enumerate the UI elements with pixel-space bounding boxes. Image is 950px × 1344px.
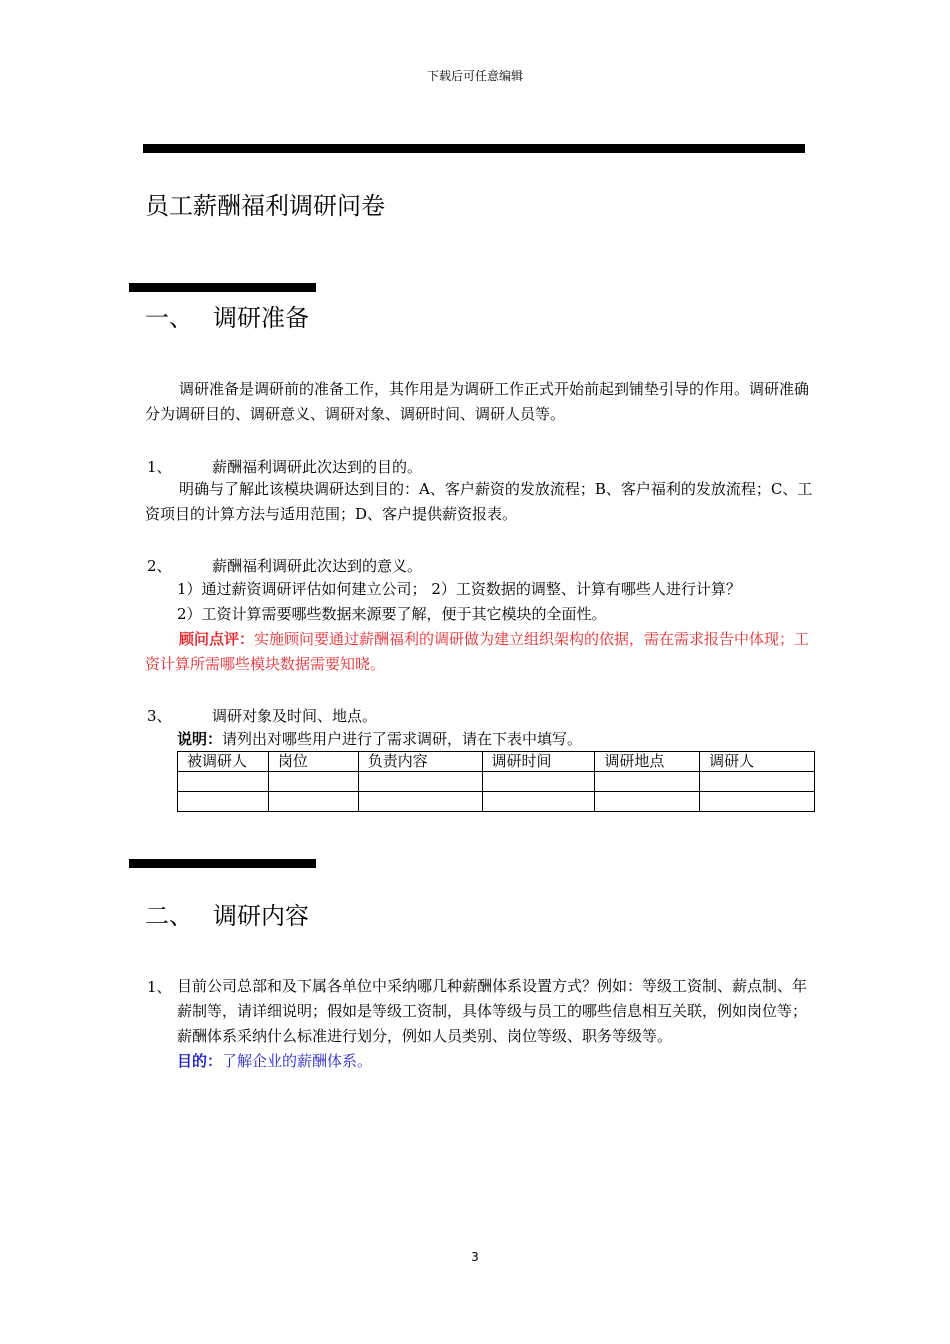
table-header-cell: 负责内容	[358, 752, 482, 772]
table-header-cell: 岗位	[268, 752, 358, 772]
document-title: 员工薪酬福利调研问卷	[145, 192, 385, 220]
page-number: 3	[471, 1250, 479, 1264]
table-header-row	[178, 752, 815, 772]
section-1-heading	[145, 298, 309, 333]
table-cell[interactable]	[268, 792, 358, 812]
question-1-purpose-text: 了解企业的薪酬体系。	[222, 1052, 373, 1070]
section-2-rule	[129, 859, 316, 868]
item-3-heading	[147, 705, 377, 726]
header-note: 下载后可任意编辑	[426, 69, 523, 83]
table-header-cell: 被调研人	[178, 752, 269, 772]
item-1-title: 薪酬福利调研此次达到的目的。	[212, 458, 423, 476]
table-cell[interactable]	[700, 792, 815, 812]
item-2-line-1: 1）通过薪资调研评估如何建立公司； 2）工资数据的调整、计算有哪些人进行计算？	[177, 580, 741, 598]
section-2-number: 二、	[145, 902, 193, 930]
section-1-intro: 调研准备是调研前的准备工作，其作用是为调研工作正式开始前起到铺垫引导的作用。调研准确分为调研目的、调研意义、调研对象、调研时间、调研人员等。	[145, 380, 810, 423]
item-2-line-2: 2）工资计算需要哪些数据来源要了解，便于其它模块的全面性。	[177, 605, 607, 623]
top-rule	[143, 144, 805, 153]
table-cell[interactable]	[268, 772, 358, 792]
table-cell[interactable]	[178, 792, 269, 812]
question-1-text: 目前公司总部和及下属各单位中采纳哪几种薪酬体系设置方式？例如：等级工资制、薪点制、年薪制等，请详细说明；假如是等级工资制，具体等级与员工的哪些信息相互关联，例如岗位等；薪酬体系采纳什么标准进行划分，例如人员类别、岗位等级、职务等级等。	[177, 977, 808, 1045]
table-row	[178, 792, 815, 812]
section-1-number: 一、	[145, 304, 193, 332]
table-cell[interactable]	[482, 772, 595, 792]
question-1-purpose	[177, 1049, 807, 1074]
table-header-cell: 调研时间	[482, 752, 595, 772]
consultant-comment-label: 顾问点评：	[179, 630, 255, 648]
table-row	[178, 772, 815, 792]
table-header-cell: 调研人	[700, 752, 815, 772]
section-1-rule	[129, 283, 316, 292]
item-3-title: 调研对象及时间、地点。	[212, 707, 378, 725]
item-2-number: 2、	[147, 557, 172, 575]
table-cell[interactable]	[178, 772, 269, 792]
table-cell[interactable]	[700, 772, 815, 792]
table-cell[interactable]	[595, 772, 700, 792]
table-cell[interactable]	[595, 792, 700, 812]
item-3-number: 3、	[147, 707, 172, 725]
section-1-title: 调研准备	[213, 304, 309, 332]
question-1-number: 1、	[147, 978, 172, 996]
table-cell[interactable]	[482, 792, 595, 812]
item-3-note-text: 请列出对哪些用户进行了需求调研，请在下表中填写。	[222, 730, 583, 748]
item-2-heading	[147, 555, 422, 576]
question-1-purpose-label: 目的：	[177, 1052, 223, 1070]
item-1-body: 明确与了解此该模块调研达到目的：A、客户薪资的发放流程；B、客户福利的发放流程；C、工资项目的计算方法与适用范围；D、客户提供薪资报表。	[145, 480, 813, 523]
consultant-comment	[145, 627, 815, 677]
item-1-number: 1、	[147, 458, 172, 476]
section-2-title: 调研内容	[213, 902, 309, 930]
table-header-cell: 调研地点	[595, 752, 700, 772]
item-3-note	[177, 727, 817, 752]
survey-table	[177, 751, 815, 812]
item-1-heading	[147, 456, 422, 477]
item-2-title: 薪酬福利调研此次达到的意义。	[212, 557, 423, 575]
table-cell[interactable]	[358, 772, 482, 792]
section-2-heading	[145, 896, 309, 931]
item-3-note-label: 说明：	[177, 730, 223, 748]
table-cell[interactable]	[358, 792, 482, 812]
consultant-comment-text: 实施顾问要通过薪酬福利的调研做为建立组织架构的依据，需在需求报告中体现；工资计算所需哪些模块数据需要知晓。	[145, 630, 810, 673]
